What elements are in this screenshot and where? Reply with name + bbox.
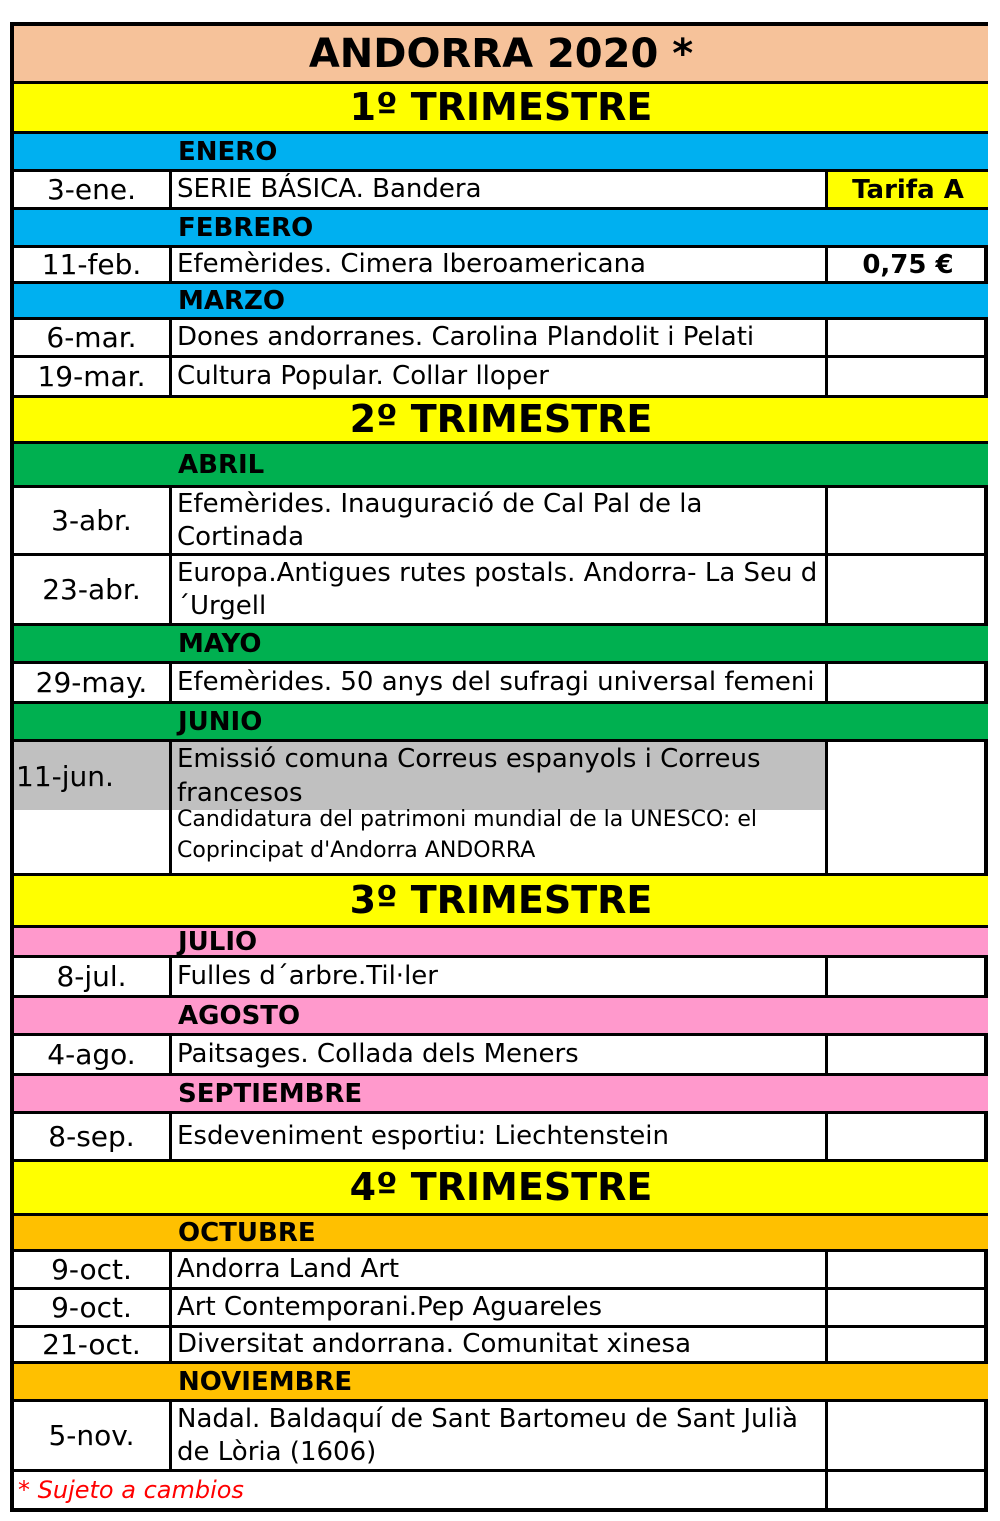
issue-description: Diversitat andorrana. Comunitat xinesa <box>172 1328 828 1361</box>
issue-tarifa-empty <box>828 664 988 701</box>
issue-tarifa: Tarifa A <box>828 172 988 207</box>
issue-row <box>14 958 988 998</box>
page-title: ANDORRA 2020 * <box>14 26 988 84</box>
issue-description: Efemèrides. 50 anys del sufragi universal femeni <box>172 664 828 701</box>
trimester-4-header: 4º TRIMESTRE <box>14 1162 988 1216</box>
issue-description: Nadal. Baldaquí de Sant Bartomeu de Sant Julià de Lòria (1606) <box>172 1402 828 1469</box>
stamp-calendar-table <box>10 22 988 1512</box>
issue-row <box>14 358 988 398</box>
issue-row <box>14 556 988 626</box>
issue-date: 3-ene. <box>14 172 172 207</box>
issue-tarifa-empty <box>828 556 988 623</box>
issue-row <box>14 1036 988 1076</box>
trimester-2-header: 2º TRIMESTRE <box>14 398 988 444</box>
issue-row <box>14 248 988 284</box>
issue-description: Efemèrides. Cimera Iberoamericana <box>172 248 828 281</box>
trimester-3-header: 3º TRIMESTRE <box>14 876 988 928</box>
issue-row <box>14 1252 988 1290</box>
issue-date: 9-oct. <box>14 1252 172 1287</box>
issue-date: 21-oct. <box>14 1328 172 1361</box>
month-header-febrero: FEBRERO <box>14 210 988 248</box>
issue-description: Andorra Land Art <box>172 1252 828 1287</box>
issue-description: Esdeveniment esportiu: Liechtenstein <box>172 1114 828 1159</box>
issue-date: 5-nov. <box>14 1402 172 1469</box>
issue-description: Dones andorranes. Carolina Plandolit i Pelati <box>172 320 828 355</box>
issue-date: 8-sep. <box>14 1114 172 1159</box>
month-header-marzo: MARZO <box>14 284 988 320</box>
issue-description: Efemèrides. Inauguració de Cal Pal de la Cortinada <box>172 488 828 553</box>
issue-description: Art Contemporani.Pep Aguareles <box>172 1290 828 1325</box>
issue-row <box>14 172 988 210</box>
footer-note: * Sujeto a cambios <box>18 1476 244 1504</box>
issue-date: 8-jul. <box>14 958 172 995</box>
issue-tarifa-empty <box>828 358 988 395</box>
issue-tarifa-empty <box>828 488 988 553</box>
month-header-junio: JUNIO <box>14 704 988 742</box>
issue-tarifa-empty <box>828 320 988 355</box>
issue-tarifa-empty <box>828 1402 988 1469</box>
issue-date: 11-feb. <box>14 248 172 281</box>
month-header-noviembre: NOVIEMBRE <box>14 1364 988 1402</box>
month-header-agosto: AGOSTO <box>14 998 988 1036</box>
issue-date: 3-abr. <box>14 488 172 553</box>
issue-date: 4-ago. <box>14 1036 172 1073</box>
month-header-octubre: OCTUBRE <box>14 1216 988 1252</box>
footer-row <box>14 1472 988 1508</box>
issue-description: Fulles d´arbre.Til·ler <box>172 958 828 995</box>
issue-row <box>14 1402 988 1472</box>
month-header-mayo: MAYO <box>14 626 988 664</box>
issue-date: 23-abr. <box>14 556 172 623</box>
issue-date-cell <box>14 742 172 873</box>
issue-description: Emissió comuna Correus espanyols i Correus francesos <box>177 744 761 808</box>
issue-row <box>14 1290 988 1328</box>
footer-note-cell <box>14 1472 828 1508</box>
issue-tarifa-empty <box>828 958 988 995</box>
issue-date: 11-jun. <box>16 759 114 793</box>
issue-tarifa-empty <box>828 742 988 873</box>
month-header-enero: ENERO <box>14 134 988 172</box>
issue-date: 6-mar. <box>14 320 172 355</box>
issue-description: Paitsages. Collada dels Meners <box>172 1036 828 1073</box>
month-header-abril: ABRIL <box>14 444 988 488</box>
issue-row <box>14 742 988 876</box>
month-header-septiembre: SEPTIEMBRE <box>14 1076 988 1114</box>
issue-row <box>14 664 988 704</box>
issue-description: Cultura Popular. Collar lloper <box>172 358 828 395</box>
issue-subdescription: Candidatura del patrimoni mundial de la UNESCO: el Coprincipat d'Andorra ANDORRA <box>177 807 758 863</box>
issue-description: Europa.Antigues rutes postals. Andorra- La Seu d´Urgell <box>172 556 828 623</box>
issue-description: SERIE BÁSICA. Bandera <box>172 172 828 207</box>
issue-row <box>14 320 988 358</box>
issue-tarifa-empty <box>828 1290 988 1325</box>
issue-description-cell <box>172 742 828 873</box>
issue-tarifa-empty <box>828 1328 988 1361</box>
month-header-julio: JULIO <box>14 928 988 958</box>
issue-date: 19-mar. <box>14 358 172 395</box>
issue-row <box>14 488 988 556</box>
issue-tarifa-empty <box>828 1114 988 1159</box>
issue-date: 29-may. <box>14 664 172 701</box>
issue-tarifa: 0,75 € <box>862 249 954 280</box>
trimester-1-header: 1º TRIMESTRE <box>14 84 988 134</box>
issue-tarifa-empty <box>828 1036 988 1073</box>
issue-date: 9-oct. <box>14 1290 172 1325</box>
issue-row <box>14 1328 988 1364</box>
issue-tarifa-empty <box>828 1252 988 1287</box>
issue-row <box>14 1114 988 1162</box>
